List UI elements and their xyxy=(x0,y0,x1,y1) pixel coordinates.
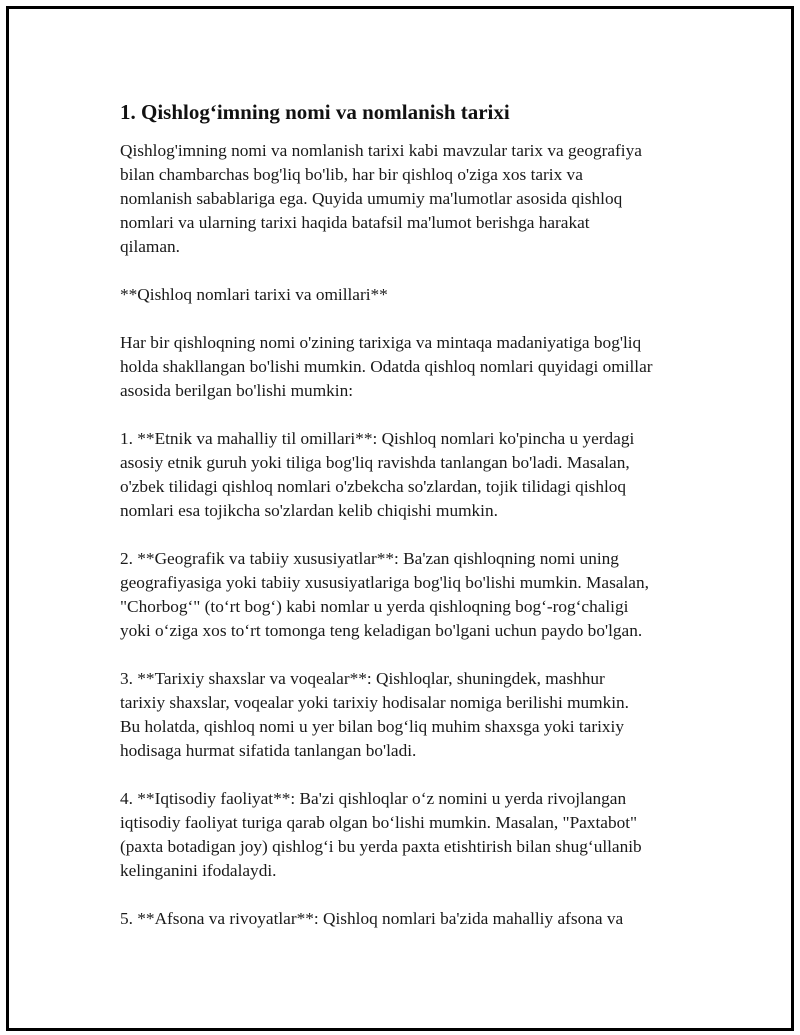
list-item-1 xyxy=(120,427,720,523)
text-line: hodisaga hurmat sifatida tanlangan bo'ladi. xyxy=(120,741,417,760)
paragraph-overview xyxy=(120,331,720,403)
text-line: 5. **Afsona va rivoyatlar**: Qishloq nomlari ba'zida mahalliy afsona va xyxy=(120,909,624,928)
list-item-5 xyxy=(120,907,720,931)
paragraph-intro xyxy=(120,139,720,259)
text-line: tarixiy shaxslar, voqealar yoki tarixiy hodisalar nomiga berilishi mumkin. xyxy=(120,693,629,712)
list-item-3 xyxy=(120,667,720,763)
text-line: iqtisodiy faoliyat turiga qarab olgan bo‘lishi mumkin. Masalan, "Paxtabot" xyxy=(120,813,638,832)
text-line: qilaman. xyxy=(120,237,180,256)
text-line: holda shakllangan bo'lishi mumkin. Odatda qishloq nomlari quyidagi omillar xyxy=(120,357,653,376)
document-body xyxy=(120,97,720,955)
section-heading xyxy=(120,283,720,307)
text-line: bilan chambarchas bog'liq bo'lib, har bir qishloq o'ziga xos tarix va xyxy=(120,165,583,184)
text-line: yoki o‘ziga xos to‘rt tomonga teng keladigan bo'lgani uchun paydo bo'lgan. xyxy=(120,621,643,640)
text-line: geografiyasiga yoki tabiiy xususiyatlariga bog'liq bo'lishi mumkin. Masalan, xyxy=(120,573,649,592)
text-line: nomlanish sabablariga ega. Quyida umumiy ma'lumotlar asosida qishloq xyxy=(120,189,623,208)
text-line: (paxta botadigan joy) qishlog‘i bu yerda paxta etishtirish bilan shug‘ullanib xyxy=(120,837,642,856)
text-line: 2. **Geografik va tabiiy xususiyatlar**: Ba'zan qishloqning nomi uning xyxy=(120,549,619,568)
text-line: kelinganini ifodalaydi. xyxy=(120,861,277,880)
text-line: nomlari esa tojikcha so'zlardan kelib chiqishi mumkin. xyxy=(120,501,498,520)
text-line: **Qishloq nomlari tarixi va omillari** xyxy=(120,285,388,304)
text-line: 4. **Iqtisodiy faoliyat**: Ba'zi qishloqlar o‘z nomini u yerda rivojlangan xyxy=(120,789,627,808)
list-item-2 xyxy=(120,547,720,643)
text-line: 1. **Etnik va mahalliy til omillari**: Qishloq nomlari ko'pincha u yerdagi xyxy=(120,429,635,448)
list-item-4 xyxy=(120,787,720,883)
text-line: Bu holatda, qishloq nomi u yer bilan bog‘liq muhim shaxsga yoki tarixiy xyxy=(120,717,624,736)
text-line: o'zbek tilidagi qishloq nomlari o'zbekcha so'zlardan, tojik tilidagi qishloq xyxy=(120,477,627,496)
text-line: Har bir qishloqning nomi o'zining tarixiga va mintaqa madaniyatiga bog'liq xyxy=(120,333,642,352)
text-line: 3. **Tarixiy shaxslar va voqealar**: Qishloqlar, shuningdek, mashhur xyxy=(120,669,605,688)
text-line: nomlari va ularning tarixi haqida batafsil ma'lumot berishga harakat xyxy=(120,213,590,232)
text-line: "Chorbog‘" (to‘rt bog‘) kabi nomlar u yerda qishloqning bog‘-rog‘chaligi xyxy=(120,597,629,616)
document-page xyxy=(6,6,794,1031)
text-line: Qishlog'imning nomi va nomlanish tarixi kabi mavzular tarix va geografiya xyxy=(120,141,642,160)
document-title: 1. Qishlog‘imning nomi va nomlanish tarixi xyxy=(120,100,510,124)
text-line: asosida berilgan bo'lishi mumkin: xyxy=(120,381,354,400)
text-line: asosiy etnik guruh yoki tiliga bog'liq ravishda tanlangan bo'ladi. Masalan, xyxy=(120,453,630,472)
